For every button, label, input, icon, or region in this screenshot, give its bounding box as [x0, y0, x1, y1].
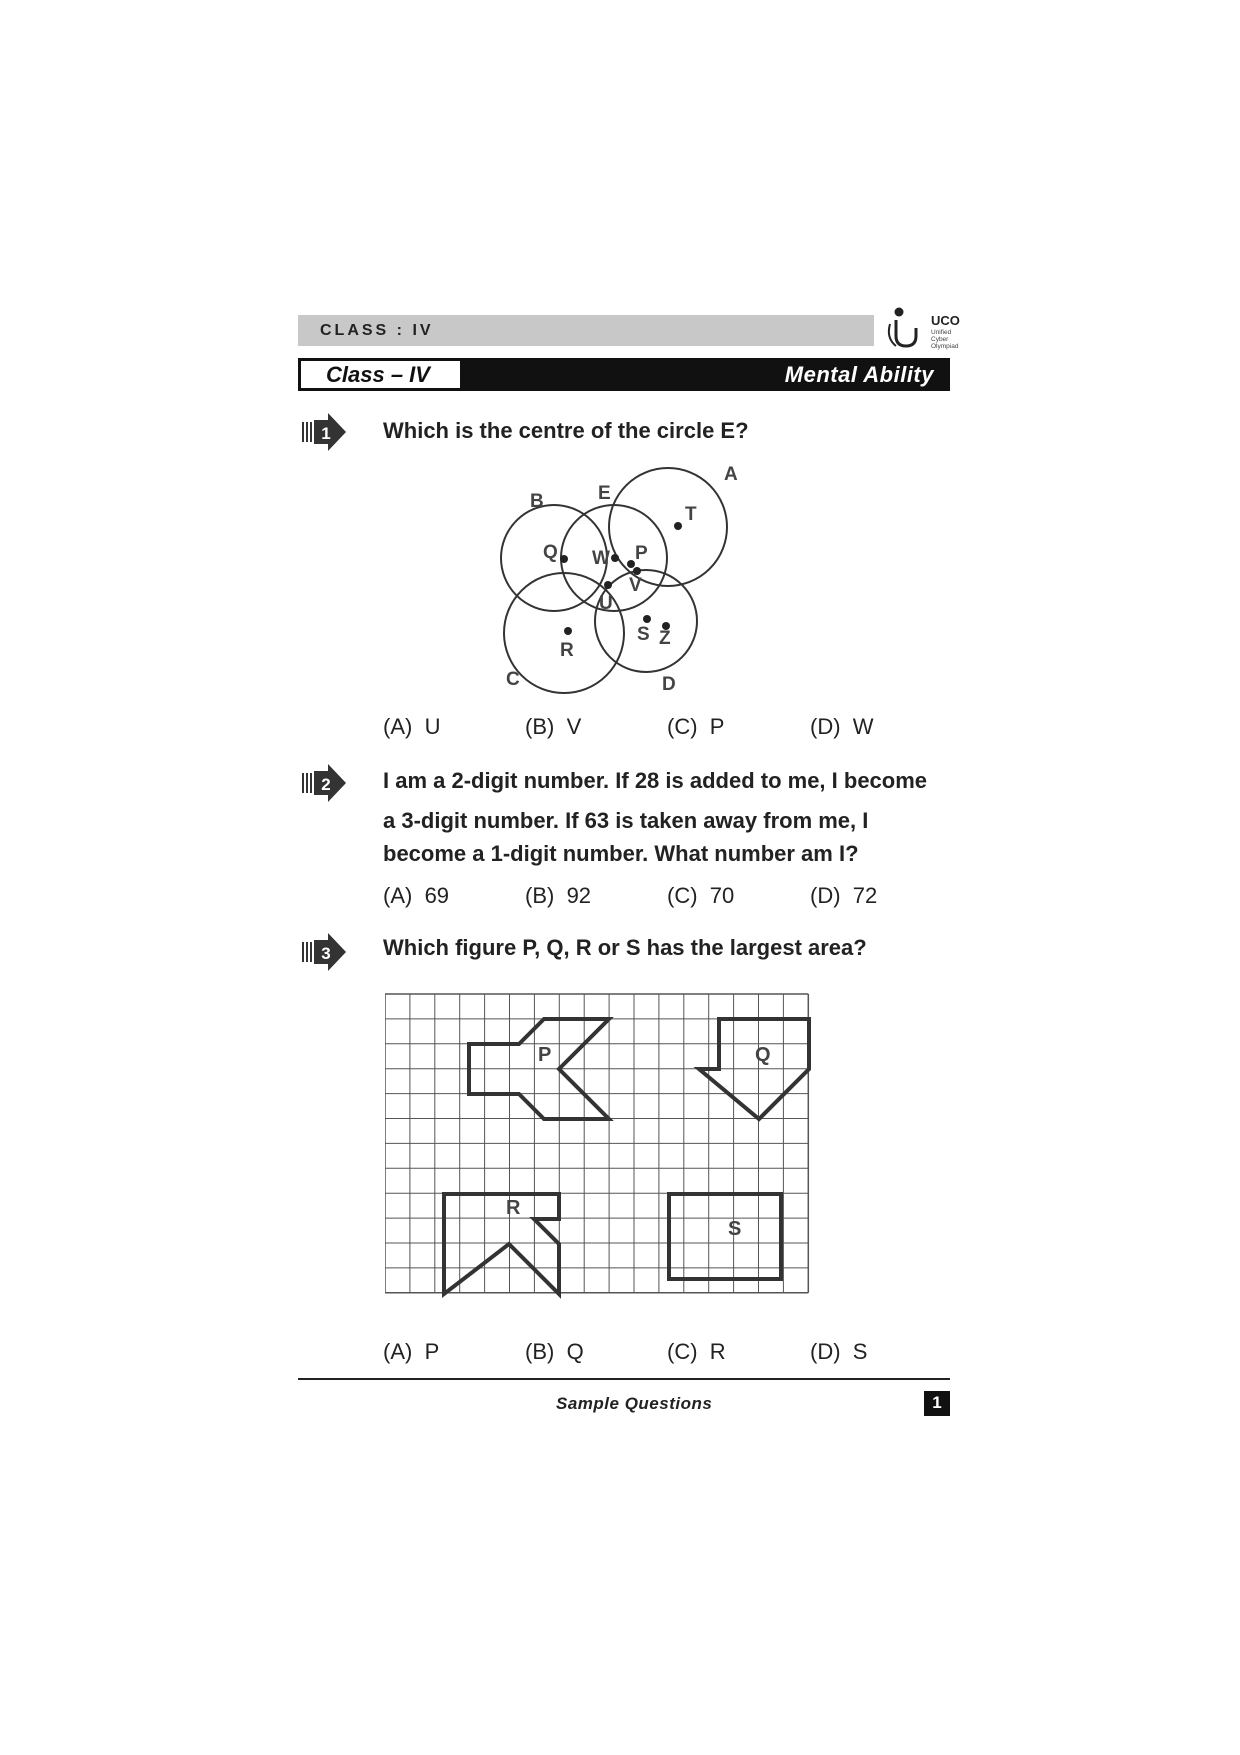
- class-label: CLASS : IV: [320, 322, 434, 339]
- class-title: Class – IV: [326, 362, 430, 387]
- circle-a: [609, 468, 727, 586]
- label-b: B: [530, 491, 544, 512]
- logo-line: Olympiad: [931, 343, 959, 350]
- question-marker-icon: [300, 932, 348, 972]
- svg-text:1: 1: [321, 424, 331, 443]
- subject-title: Mental Ability: [784, 362, 934, 387]
- point-w: [611, 554, 619, 562]
- label-w: W: [592, 548, 610, 569]
- logo-title: UCO: [931, 313, 960, 328]
- question-1-text: Which is the centre of the circle E?: [383, 418, 749, 443]
- q1-option-d[interactable]: (D) W: [810, 714, 874, 739]
- label-s: S: [637, 624, 650, 645]
- point-s: [643, 615, 651, 623]
- question-2-line-1: I am a 2-digit number. If 28 is added to me, I become: [383, 768, 928, 793]
- q2-option-a[interactable]: (A) 69: [383, 883, 450, 908]
- label-r: R: [506, 1197, 521, 1219]
- label-p: P: [538, 1044, 552, 1066]
- point-u: [604, 581, 612, 589]
- point-t: [674, 522, 682, 530]
- point-p: [627, 560, 635, 568]
- svg-text:3: 3: [321, 944, 331, 963]
- question-3-text: Which figure P, Q, R or S has the largest area?: [383, 935, 867, 960]
- svg-text:2: 2: [321, 775, 331, 794]
- q1-option-c[interactable]: (C) P: [667, 714, 725, 739]
- point-r: [564, 627, 572, 635]
- q2-option-d[interactable]: (D) 72: [810, 883, 878, 908]
- label-e: E: [598, 483, 611, 504]
- shape-s: [669, 1194, 781, 1279]
- circles-figure: [490, 455, 770, 705]
- page-number: 1: [932, 1393, 942, 1412]
- q3-option-c[interactable]: (C) R: [667, 1339, 726, 1364]
- q3-option-b[interactable]: (B) Q: [525, 1339, 584, 1364]
- q2-option-b[interactable]: (B) 92: [525, 883, 592, 908]
- label-q: Q: [543, 542, 558, 563]
- footer-rule: [298, 1378, 950, 1380]
- label-t: T: [685, 504, 697, 525]
- q1-option-a[interactable]: (A) U: [383, 714, 441, 739]
- label-a: A: [724, 464, 738, 485]
- label-u: U: [599, 593, 613, 614]
- question-marker-icon: [300, 412, 348, 452]
- q2-option-c[interactable]: (C) 70: [667, 883, 735, 908]
- label-d: D: [662, 674, 676, 695]
- point-v: [633, 567, 641, 575]
- area-grid-figure: [385, 988, 865, 1328]
- q3-option-d[interactable]: (D) S: [810, 1339, 868, 1364]
- label-r: R: [560, 640, 574, 661]
- footer-text: Sample Questions: [556, 1394, 713, 1413]
- label-q: Q: [755, 1044, 771, 1066]
- logo-line: Unified: [931, 329, 952, 336]
- shape-r: [444, 1194, 559, 1294]
- logo-line: Cyber: [931, 336, 949, 343]
- question-marker-icon: [300, 763, 348, 803]
- question-2-line-3: become a 1-digit number. What number am I?: [383, 841, 859, 866]
- question-2-line-2: a 3-digit number. If 63 is taken away from me, I: [383, 808, 869, 833]
- q1-option-b[interactable]: (B) V: [525, 714, 582, 739]
- label-z: Z: [659, 628, 671, 649]
- point-q: [560, 555, 568, 563]
- label-c: C: [506, 669, 520, 690]
- q3-option-a[interactable]: (A) P: [383, 1339, 440, 1364]
- label-v: V: [629, 575, 642, 596]
- label-p: P: [635, 543, 648, 564]
- label-s: S: [728, 1218, 742, 1240]
